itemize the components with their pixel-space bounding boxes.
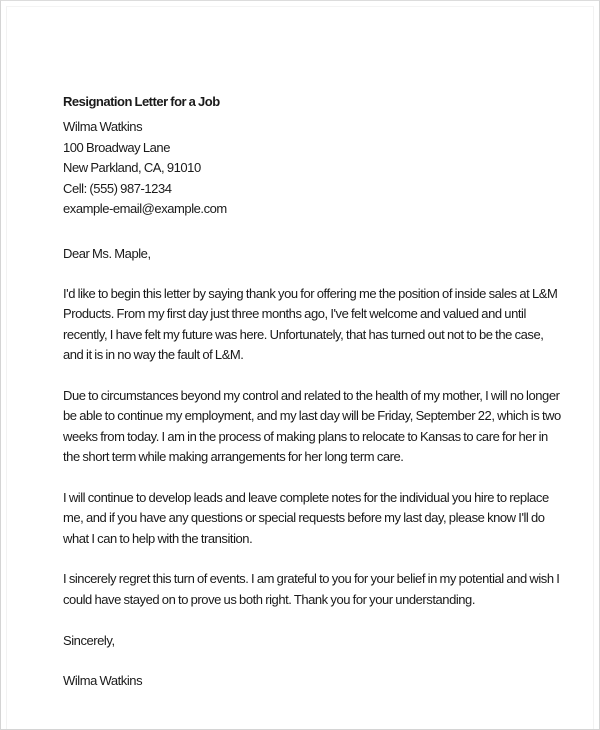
signature: Wilma Watkins: [63, 673, 143, 688]
paragraph-regret: I sincerely regret this turn of events. I am grateful to you for your belief in my potential and wish I could have stayed on to prove us both right. Thank you for your understanding.: [63, 571, 560, 607]
paragraph-transition: I will continue to develop leads and leave complete notes for the individual you hire to replace me, and if you have any questions or special requests before my last day, please know I'll do what I can to help with the transition.: [63, 489, 549, 546]
salutation: Dear Ms. Maple,: [63, 245, 151, 261]
sender-name: Wilma Watkins: [63, 119, 143, 134]
letter-body: [63, 93, 563, 691]
letter-title: Resignation Letter for a Job: [63, 94, 220, 109]
sender-email: example-email@example.com: [63, 201, 227, 216]
sender-phone: Cell: (555) 987-1234: [63, 180, 172, 196]
paragraph-reason: Due to circumstances beyond my control and related to the health of my mother, I will no longer be able to continue my employment, and my last day will be Friday, September 22, which is two weeks from today. I am in the process of making plans to relocate to Kansas to care for her in the short term while making arrangements for her long term care.: [63, 387, 561, 464]
sender-street: 100 Broadway Lane: [63, 139, 170, 155]
closing: Sincerely,: [63, 633, 115, 648]
paragraph-thank-you: I'd like to begin this letter by saying thank you for offering me the position of inside sales at L&M Products. From my first day just three months ago, I've felt welcome and valued and until recently, I have felt my future was here. Unfortunately, that has turned out not to be the case, and it is in no way the fault of L&M.: [63, 285, 558, 362]
sender-city-state-zip: New Parkland, CA, 91010: [63, 160, 201, 175]
sender-address-block: [63, 117, 563, 220]
